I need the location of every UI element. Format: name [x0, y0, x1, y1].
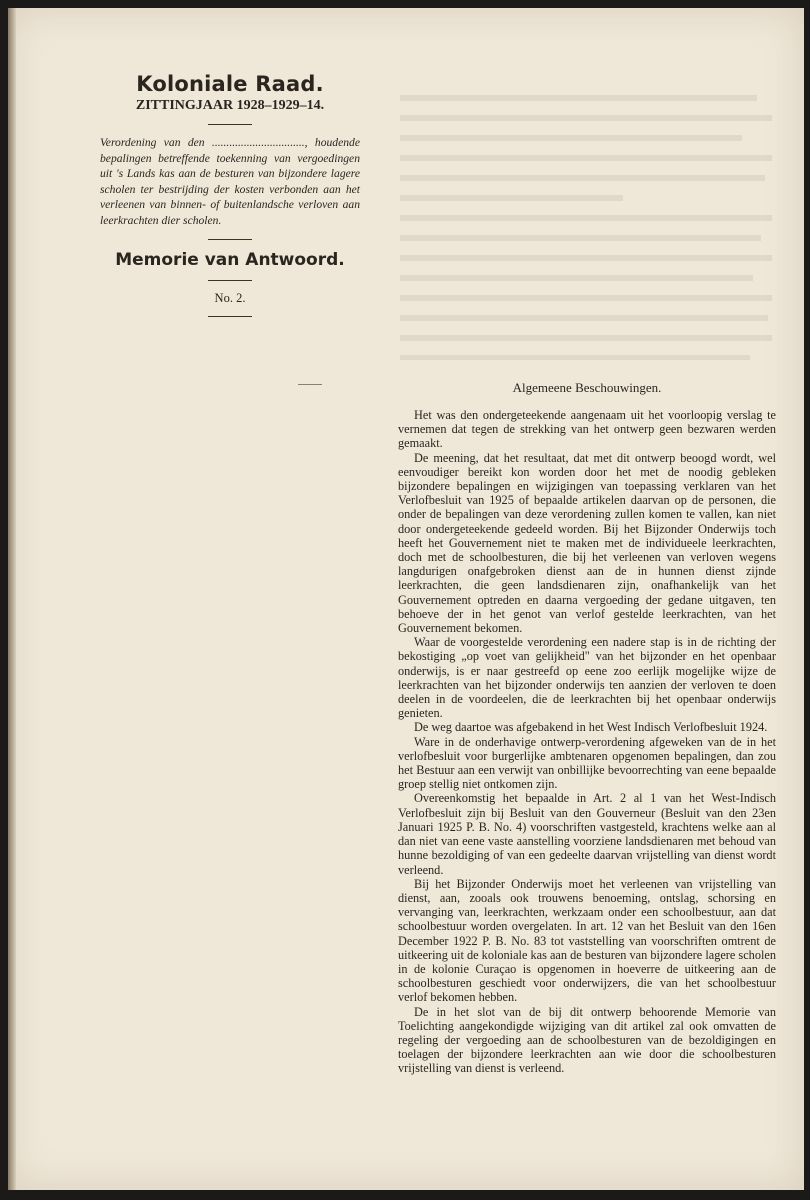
page-title: Koloniale Raad.: [136, 72, 324, 96]
dash-mark: [298, 384, 322, 385]
session-year: ZITTINGJAAR 1928–1929–14.: [135, 98, 325, 113]
paragraph: De in het slot van de bij dit ontwerp behoorende Memorie van Toelichting aangekondigde wijziging van dit artikel zal ook omvatten de regeling der vergoeding aan de schoolbesturen van de bezoldigingen en toelagen der bijzondere leerkrachten aan wie door die schoolbesturen vrijstelling van dienst is verleend.: [398, 1004, 776, 1076]
section-heading: Algemeene Beschouwingen.: [512, 380, 662, 395]
paragraph: De weg daartoe was afgebakend in het West Indisch Verlofbesluit 1924.: [414, 720, 768, 735]
ordinance-description: Verordening van den ................................, houdende bepalingen betreffende toekenning van vergoedingen uit 's Lands kas aan de besturen van bijzondere lagere scholen ter bestrijding der kosten verbonden aan het verleenen van binnen- of buitenlandsche verloven aan leerkrachten dier scholen.: [100, 136, 360, 227]
left-column: [100, 72, 360, 327]
memorie-heading: Memorie van Antwoord.: [115, 249, 345, 270]
paragraph: Het was den ondergeteekende aangenaam uit het voorloopig verslag te vernemen dat tegen de strekking van het ontwerp geen bezwaren werden gemaakt.: [398, 408, 776, 451]
divider: [208, 124, 252, 125]
paragraph: Ware in de onderhavige ontwerp-verordening afgeweken van de in het verlofbesluit voor burgerlijke ambtenaren opgenomen bepalingen, dan zou het Bestuur aan een verwijt van onbillijke bevoorrechting van eene bepaalde groep stellig niet ontkomen zijn.: [398, 734, 776, 792]
divider: [208, 316, 252, 317]
page-spine-edge: [8, 8, 16, 1190]
paragraph: Bij het Bijzonder Onderwijs moet het verleenen van vrijstelling van dienst, aan, zooals ook trouwens benoeming, ontslag, schorsing en vervanging van, leerkrachten, werkzaam onder een schoolbestuur, aan dat schoolbestuur worden overgelaten. In art. 12 van het Besluit van den 16en December 1922 P. B. No. 83 tot vaststelling van voorschriften omtrent de uitkeering uit de koloniale kas aan de besturen van bijzondere lagere scholen in de kolonie Curaçao is opgenomen in hoeverre de uitkeering aan de schoolbesturen geschiedt voor onderwijzers, die van het schoolbestuur verlof bekomen hebben.: [398, 876, 776, 1005]
divider: [208, 280, 252, 281]
paragraph: Overeenkomstig het bepaalde in Art. 2 al 1 van het West-Indisch Verlofbesluit zijn bij Besluit van den Gouverneur (Besluit van den 23en Januari 1925 P. B. No. 4) voorschriften vastgesteld, krachtens welke aan al dan niet van eene vaste aanstelling voorziene landsdienaren met behoud van hunne bezoldiging of van een gedeelte daarvan vrijstelling van dienst wordt verleend.: [398, 791, 776, 877]
document-number: No. 2.: [214, 290, 246, 305]
paragraph: Waar de voorgestelde verordening een nadere stap is in de richting der bekostiging „op voet van gelijkheid" van het bijzonder en het openbaar onderwijs, is er naar gestreefd op eene zoo eerlijk mogelijke wijze de leerkrachten van het bijzonder onderwijs ten aanzien der verloven te doen deelen in de voordeelen, die de leerkrachten bij het openbaar onderwijs genieten.: [398, 635, 776, 721]
paragraph: De meening, dat het resultaat, dat met dit ontwerp beoogd wordt, wel eenvoudiger bereikt kon worden door het met de noodig gebleken bijzondere bepalingen en wijzigingen van toepassing verklaren van het Verlofbesluit van 1925 of bepaalde artikelen daarvan op de personen, die onder de bepalingen van deze verordening zullen komen te vallen, kan niet door ondergeteekende gedeeld worden. Bij het Bijzonder Onderwijs toch heeft het Gouvernement niet te maken met de individueele leerkrachten, doch met de schoolbesturen, die bij het verleenen van verloven wegens langdurigen onafgebroken dienst aan de in hunnen dienst zijnde leerkrachten, die geen landsdienaren zijn, onafhankelijk van het Gouvernement optreden en daarna vergoeding der gedane uitgaven, ten behoeve der in het genot van verlof gestelde leerkrachten, van het Gouvernement bekomen.: [398, 450, 776, 636]
right-column: [398, 380, 776, 1076]
divider: [208, 239, 252, 240]
bleed-through-text: [400, 90, 772, 360]
